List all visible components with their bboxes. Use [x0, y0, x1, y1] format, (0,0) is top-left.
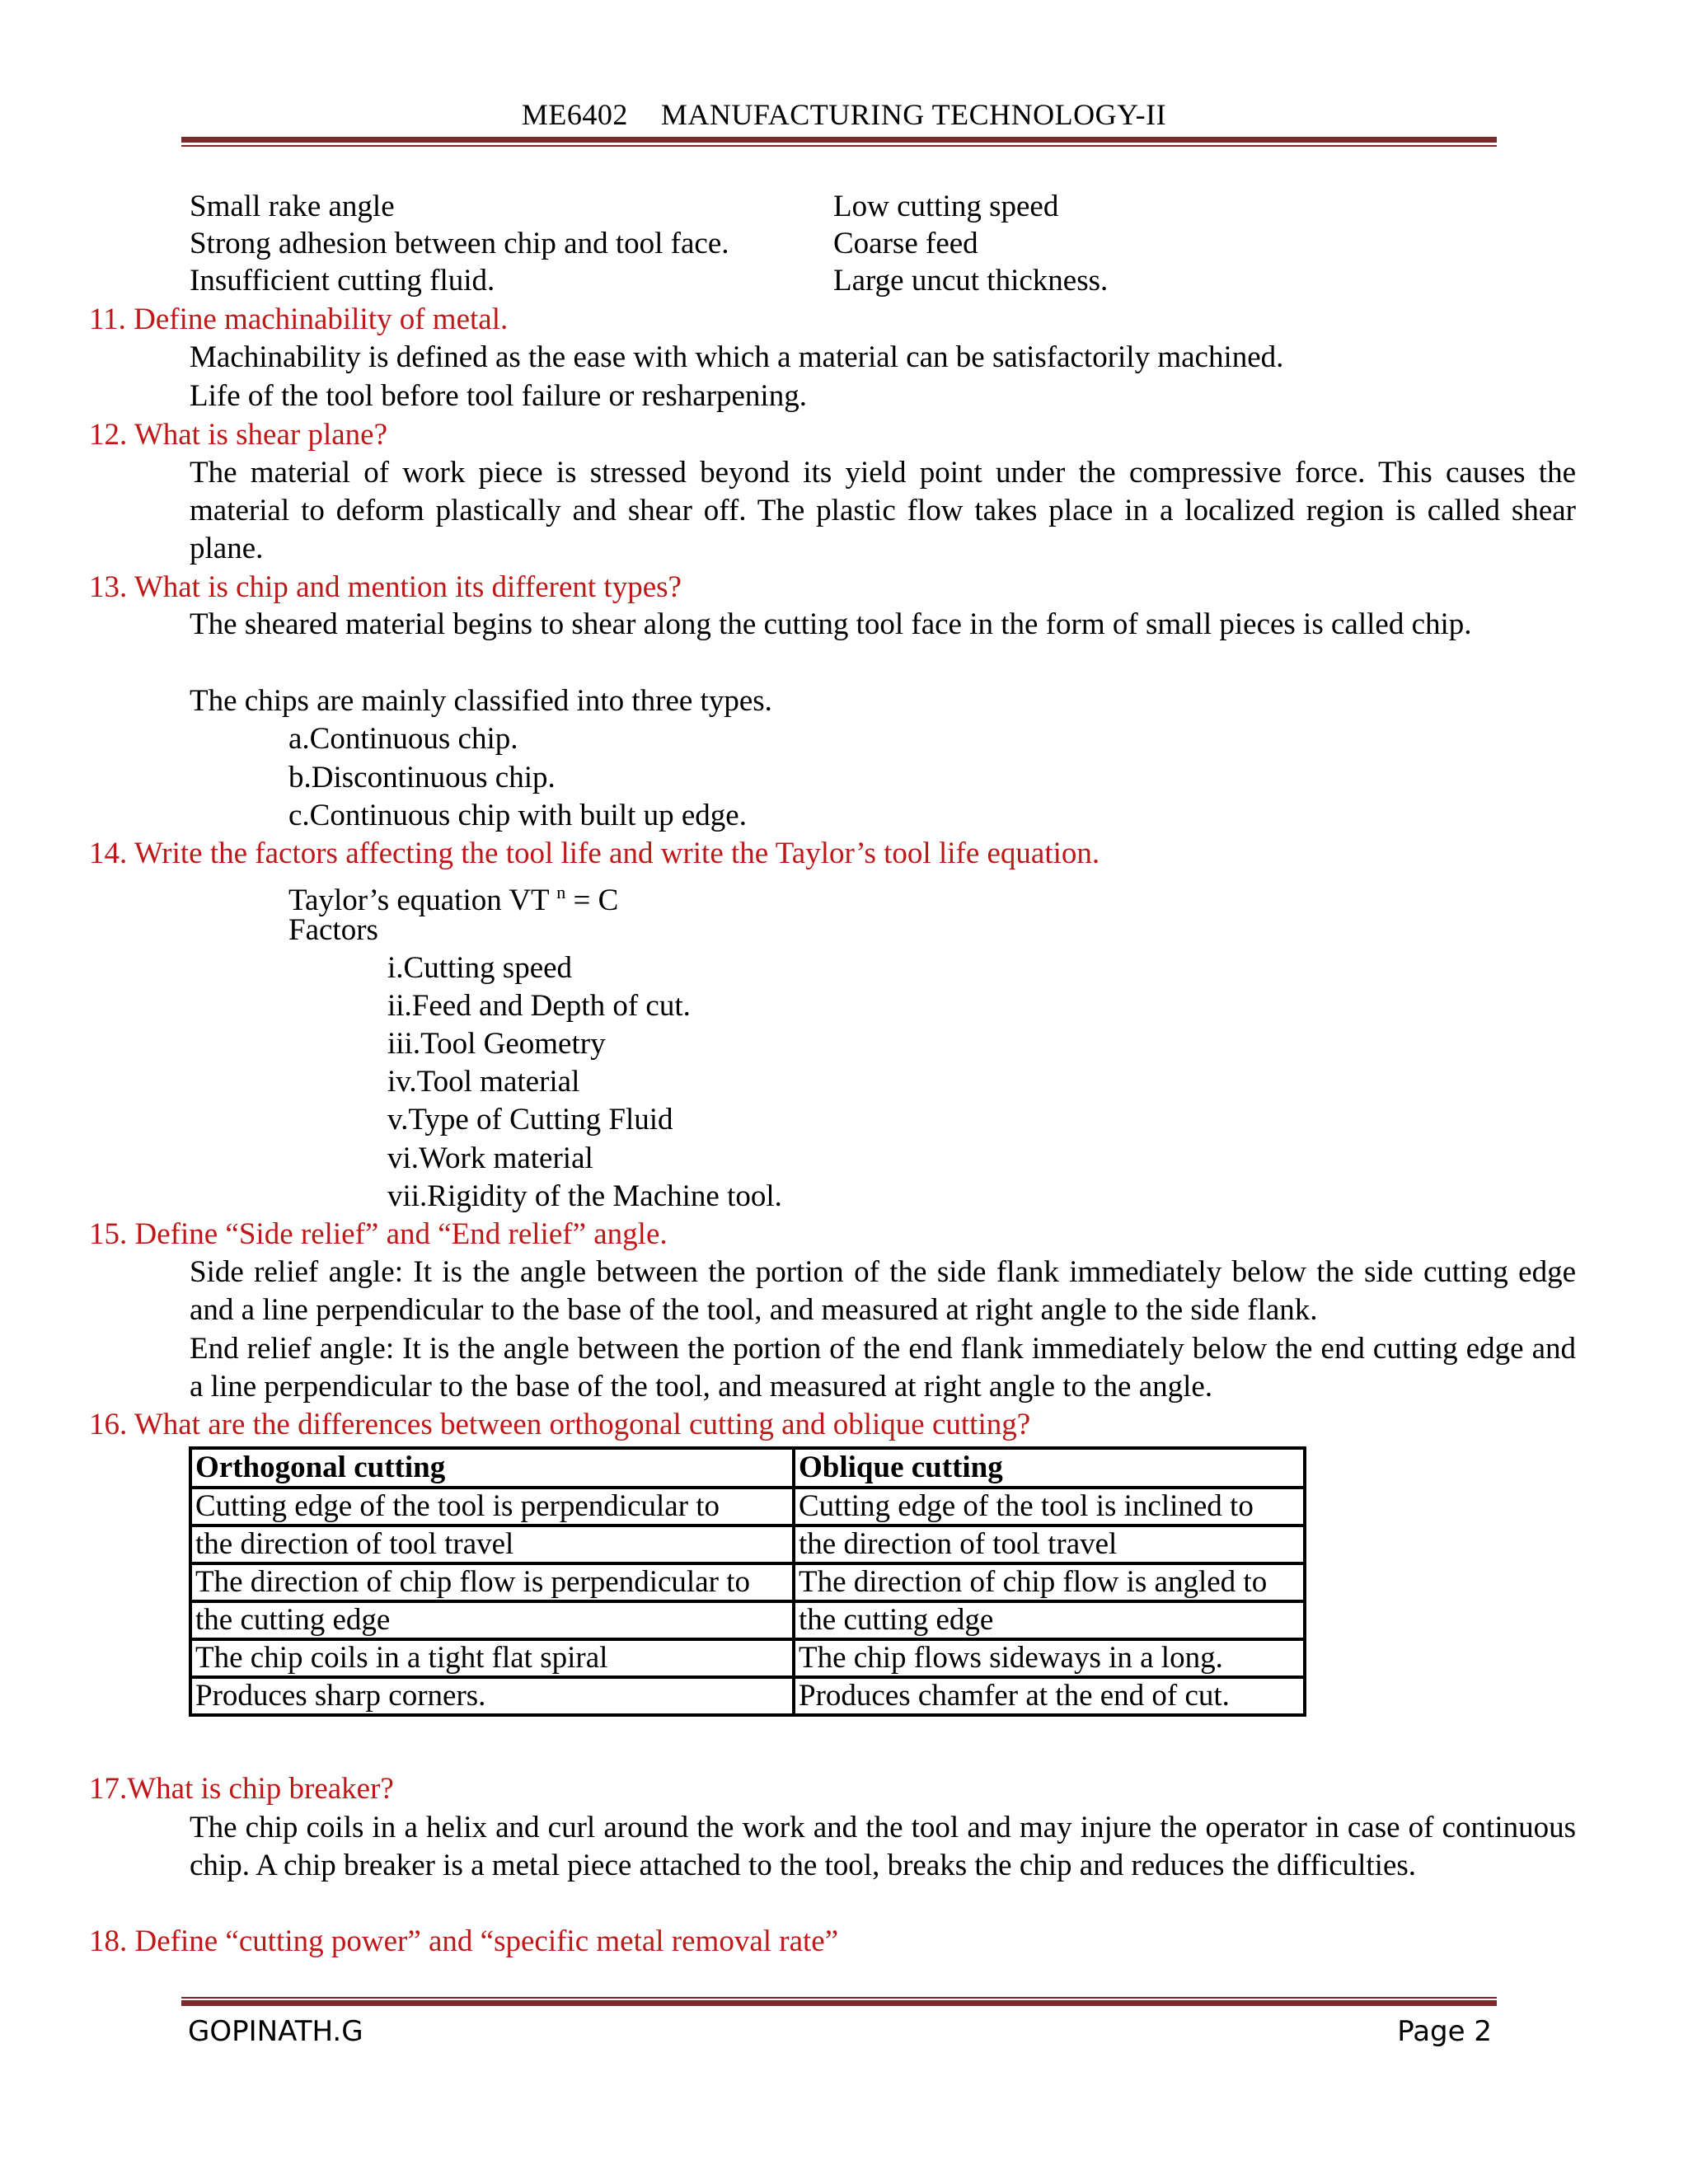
intro-left-2: Strong adhesion between chip and tool face. — [190, 227, 729, 260]
table-cell: Produces chamfer at the end of cut. — [794, 1677, 1305, 1715]
question-14: 14. Write the factors affecting the tool life and write the Taylor’s tool life equation. — [89, 837, 1100, 870]
table-cell: The chip coils in a tight flat spiral — [190, 1639, 794, 1677]
table-cell: the direction of tool travel — [794, 1526, 1305, 1563]
table-row — [190, 1488, 1305, 1526]
table-cell: Produces sharp corners. — [190, 1677, 794, 1715]
chip-type-a: a.Continuous chip. — [288, 722, 518, 756]
taylor-equation: Taylor’s equation VT $^n$ = C — [288, 882, 619, 917]
table-cell: Cutting edge of the tool is perpendicular to — [190, 1488, 794, 1526]
header-rule — [181, 137, 1497, 147]
table-row — [190, 1526, 1305, 1563]
q11-line-1: Machinability is defined as the ease with which a material can be satisfactorily machined. — [190, 340, 1284, 374]
table-cell: the cutting edge — [190, 1601, 794, 1639]
course-code: ME6402 — [521, 98, 628, 131]
question-15: 15. Define “Side relief” and “End relief” angle. — [89, 1217, 668, 1251]
table-row — [190, 1639, 1305, 1677]
table-header: Oblique cutting — [794, 1448, 1305, 1488]
table-header: Orthogonal cutting — [190, 1448, 794, 1488]
intro-right-1: Low cutting speed — [833, 190, 1059, 223]
intro-left-1: Small rake angle — [190, 190, 395, 223]
factor-3: iii.Tool Geometry — [387, 1027, 606, 1061]
intro-right-2: Coarse feed — [833, 227, 978, 260]
factor-7: vii.Rigidity of the Machine tool. — [387, 1179, 782, 1213]
factor-2: ii.Feed and Depth of cut. — [387, 989, 691, 1023]
table-cell: The chip flows sideways in a long. — [794, 1639, 1305, 1677]
table-cell: The direction of chip flow is perpendicular to — [190, 1563, 794, 1601]
q13-answer: The sheared material begins to shear along the cutting tool face in the form of small pieces is called chip. — [190, 607, 1472, 641]
course-title: MANUFACTURING TECHNOLOGY-II — [660, 98, 1167, 131]
q13-line: The chips are mainly classified into three types. — [190, 684, 772, 718]
question-11: 11. Define machinability of metal. — [89, 302, 509, 336]
factor-1: i.Cutting speed — [387, 951, 573, 985]
footer-rule — [181, 1997, 1497, 2007]
chip-type-b: b.Discontinuous chip. — [288, 761, 556, 794]
intro-right-3: Large uncut thickness. — [833, 264, 1109, 298]
question-13: 13. What is chip and mention its different types? — [89, 570, 682, 604]
table-cell: the direction of tool travel — [190, 1526, 794, 1563]
chip-type-c: c.Continuous chip with built up edge. — [288, 799, 747, 832]
intro-left-3: Insufficient cutting fluid. — [190, 264, 495, 298]
factor-5: v.Type of Cutting Fluid — [387, 1103, 673, 1137]
factors-label: Factors — [288, 913, 378, 947]
q17-answer: The chip coils in a helix and curl around the work and the tool and may injure the operator in case of continuous chip. A chip breaker is a metal piece attached to the tool, breaks the chip and reduces the difficulties. — [190, 1811, 1576, 1882]
q15-end-relief: End relief angle: It is the angle between the portion of the end flank immediately below the end cutting edge and a line perpendicular to the base of the tool, and measured at right angle to the angle. — [190, 1332, 1576, 1404]
comparison-table — [189, 1446, 1306, 1717]
table-header-row — [190, 1448, 1305, 1488]
table-row — [190, 1677, 1305, 1715]
table-cell: Cutting edge of the tool is inclined to — [794, 1488, 1305, 1526]
question-12: 12. What is shear plane? — [89, 418, 387, 452]
question-17: 17.What is chip breaker? — [89, 1772, 394, 1806]
q12-answer: The material of work piece is stressed beyond its yield point under the compressive force. This causes the material to deform plastically and shear off. The plastic flow takes place in a localized region is called shear plane. — [190, 456, 1576, 565]
q15-side-relief: Side relief angle: It is the angle between the portion of the side flank immediately below the side cutting edge and a line perpendicular to the base of the tool, and measured at right angle to the side flank. — [190, 1255, 1576, 1327]
table-cell: the cutting edge — [794, 1601, 1305, 1639]
footer-author: GOPINATH.G — [188, 2015, 363, 2048]
table-row — [190, 1563, 1305, 1601]
page-header — [0, 97, 1688, 132]
table-row — [190, 1601, 1305, 1639]
factor-4: iv.Tool material — [387, 1065, 580, 1099]
question-16: 16. What are the differences between orthogonal cutting and oblique cutting? — [89, 1408, 1031, 1441]
page-number: Page 2 — [1397, 2015, 1492, 2048]
table-cell: The direction of chip flow is angled to — [794, 1563, 1305, 1601]
q11-line-2: Life of the tool before tool failure or resharpening. — [190, 379, 807, 413]
factor-6: vi.Work material — [387, 1141, 593, 1175]
question-18: 18. Define “cutting power” and “specific metal removal rate” — [89, 1924, 839, 1958]
